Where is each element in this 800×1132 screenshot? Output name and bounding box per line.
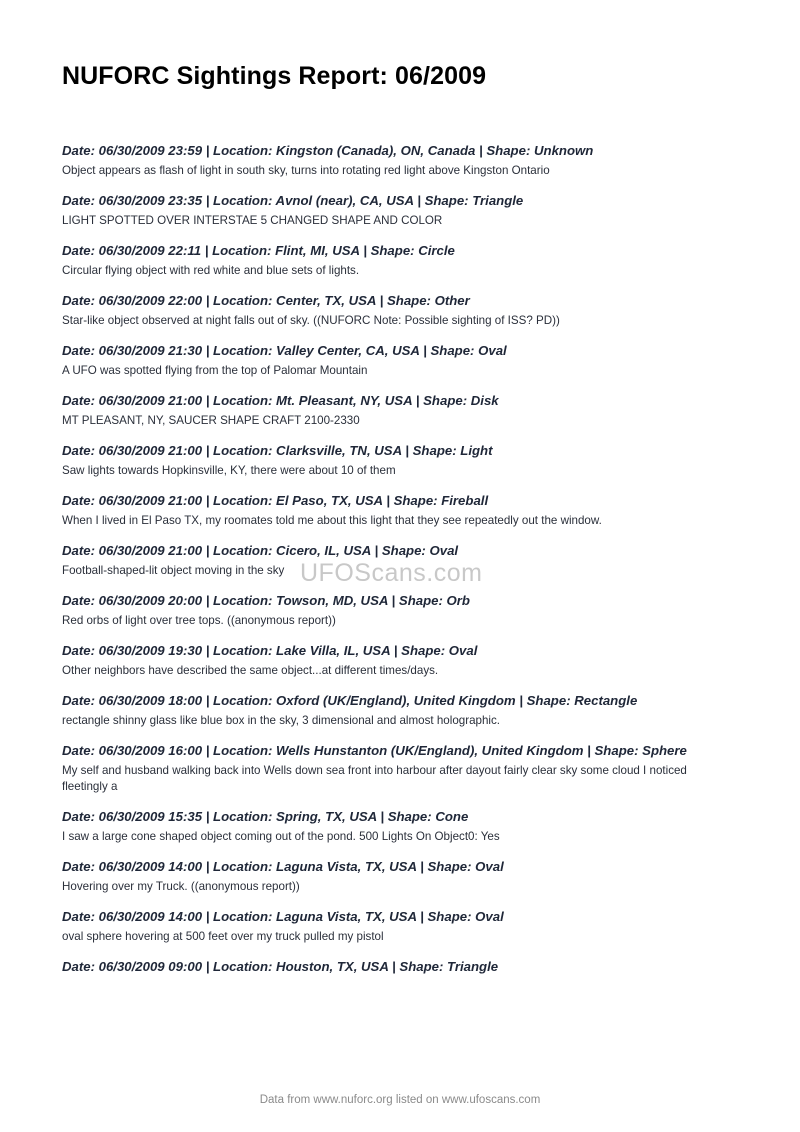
sighting-header: Date: 06/30/2009 19:30 | Location: Lake Villa, IL, USA | Shape: Oval [62,643,478,658]
sighting-entry [62,543,732,593]
sighting-entry [62,859,732,909]
sighting-header: Date: 06/30/2009 21:00 | Location: Cicero, IL, USA | Shape: Oval [62,543,459,558]
sighting-description: When I lived in El Paso TX, my roomates told me about this light that they see repeatedly out the window. [62,514,602,527]
sighting-description: Star-like object observed at night falls out of sky. ((NUFORC Note: Possible sighting of ISS? PD)) [62,314,560,327]
sighting-header: Date: 06/30/2009 21:00 | Location: El Paso, TX, USA | Shape: Fireball [62,493,489,508]
sighting-header: Date: 06/30/2009 20:00 | Location: Towson, MD, USA | Shape: Orb [62,593,470,608]
sighting-entry [62,343,732,393]
sighting-description: Hovering over my Truck. ((anonymous report)) [62,880,300,893]
sighting-description: LIGHT SPOTTED OVER INTERSTAE 5 CHANGED SHAPE AND COLOR [62,214,443,227]
sighting-header: Date: 06/30/2009 23:35 | Location: Avnol (near), CA, USA | Shape: Triangle [62,193,524,208]
sighting-description: A UFO was spotted flying from the top of Palomar Mountain [62,364,368,377]
sighting-description: Circular flying object with red white and blue sets of lights. [62,264,360,277]
sighting-description: Other neighbors have described the same object...at different times/days. [62,664,439,677]
sighting-description: Red orbs of light over tree tops. ((anonymous report)) [62,614,336,627]
sighting-entry [62,243,732,293]
sighting-header: Date: 06/30/2009 09:00 | Location: Houston, TX, USA | Shape: Triangle [62,959,499,974]
sighting-entry [62,909,732,959]
sighting-description: Object appears as flash of light in south sky, turns into rotating red light above Kingston Ontario [62,164,550,177]
sighting-entry [62,293,732,343]
sighting-description: I saw a large cone shaped object coming out of the pond. 500 Lights On Object0: Yes [62,830,500,843]
sighting-header: Date: 06/30/2009 16:00 | Location: Wells Hunstanton (UK/England), United Kingdom | Shape: Sphere [62,743,687,758]
sighting-description: rectangle shinny glass like blue box in the sky, 3 dimensional and almost holographic. [62,714,501,727]
sighting-header: Date: 06/30/2009 23:59 | Location: Kingston (Canada), ON, Canada | Shape: Unknown [62,143,594,158]
sighting-description: My self and husband walking back into Wells down sea front into harbour after dayout fairly clear sky some cloud I noticed fleetingly a [62,764,687,793]
sighting-header: Date: 06/30/2009 18:00 | Location: Oxford (UK/England), United Kingdom | Shape: Rectangle [62,693,638,708]
sighting-entry [62,393,732,443]
sighting-header: Date: 06/30/2009 22:11 | Location: Flint, MI, USA | Shape: Circle [62,243,455,258]
sighting-description: oval sphere hovering at 500 feet over my truck pulled my pistol [62,930,384,943]
sightings-list [62,143,732,975]
sighting-description: Football-shaped-lit object moving in the sky [62,564,285,577]
sighting-entry [62,743,732,809]
sighting-entry [62,593,732,643]
footer-credit: Data from www.nuforc.org listed on www.ufoscans.com [259,1094,541,1106]
sighting-entry [62,493,732,543]
sighting-header: Date: 06/30/2009 21:00 | Location: Clarksville, TN, USA | Shape: Light [62,443,493,458]
sighting-entry [62,809,732,859]
sighting-entry [62,193,732,243]
sighting-header: Date: 06/30/2009 22:00 | Location: Center, TX, USA | Shape: Other [62,293,470,308]
sighting-entry [62,143,732,193]
watermark: UFOScans.com [300,559,483,587]
page-title: NUFORC Sightings Report: 06/2009 [62,62,487,90]
sighting-header: Date: 06/30/2009 14:00 | Location: Laguna Vista, TX, USA | Shape: Oval [62,909,504,924]
sighting-entry [62,959,732,975]
sighting-entry [62,693,732,743]
sighting-entry [62,643,732,693]
sighting-header: Date: 06/30/2009 15:35 | Location: Spring, TX, USA | Shape: Cone [62,809,469,824]
sighting-header: Date: 06/30/2009 14:00 | Location: Laguna Vista, TX, USA | Shape: Oval [62,859,504,874]
sighting-description: Saw lights towards Hopkinsville, KY, there were about 10 of them [62,464,396,477]
sighting-header: Date: 06/30/2009 21:00 | Location: Mt. Pleasant, NY, USA | Shape: Disk [62,393,499,408]
sighting-header: Date: 06/30/2009 21:30 | Location: Valley Center, CA, USA | Shape: Oval [62,343,507,358]
sighting-description: MT PLEASANT, NY, SAUCER SHAPE CRAFT 2100-2330 [62,414,360,427]
sighting-entry [62,443,732,493]
